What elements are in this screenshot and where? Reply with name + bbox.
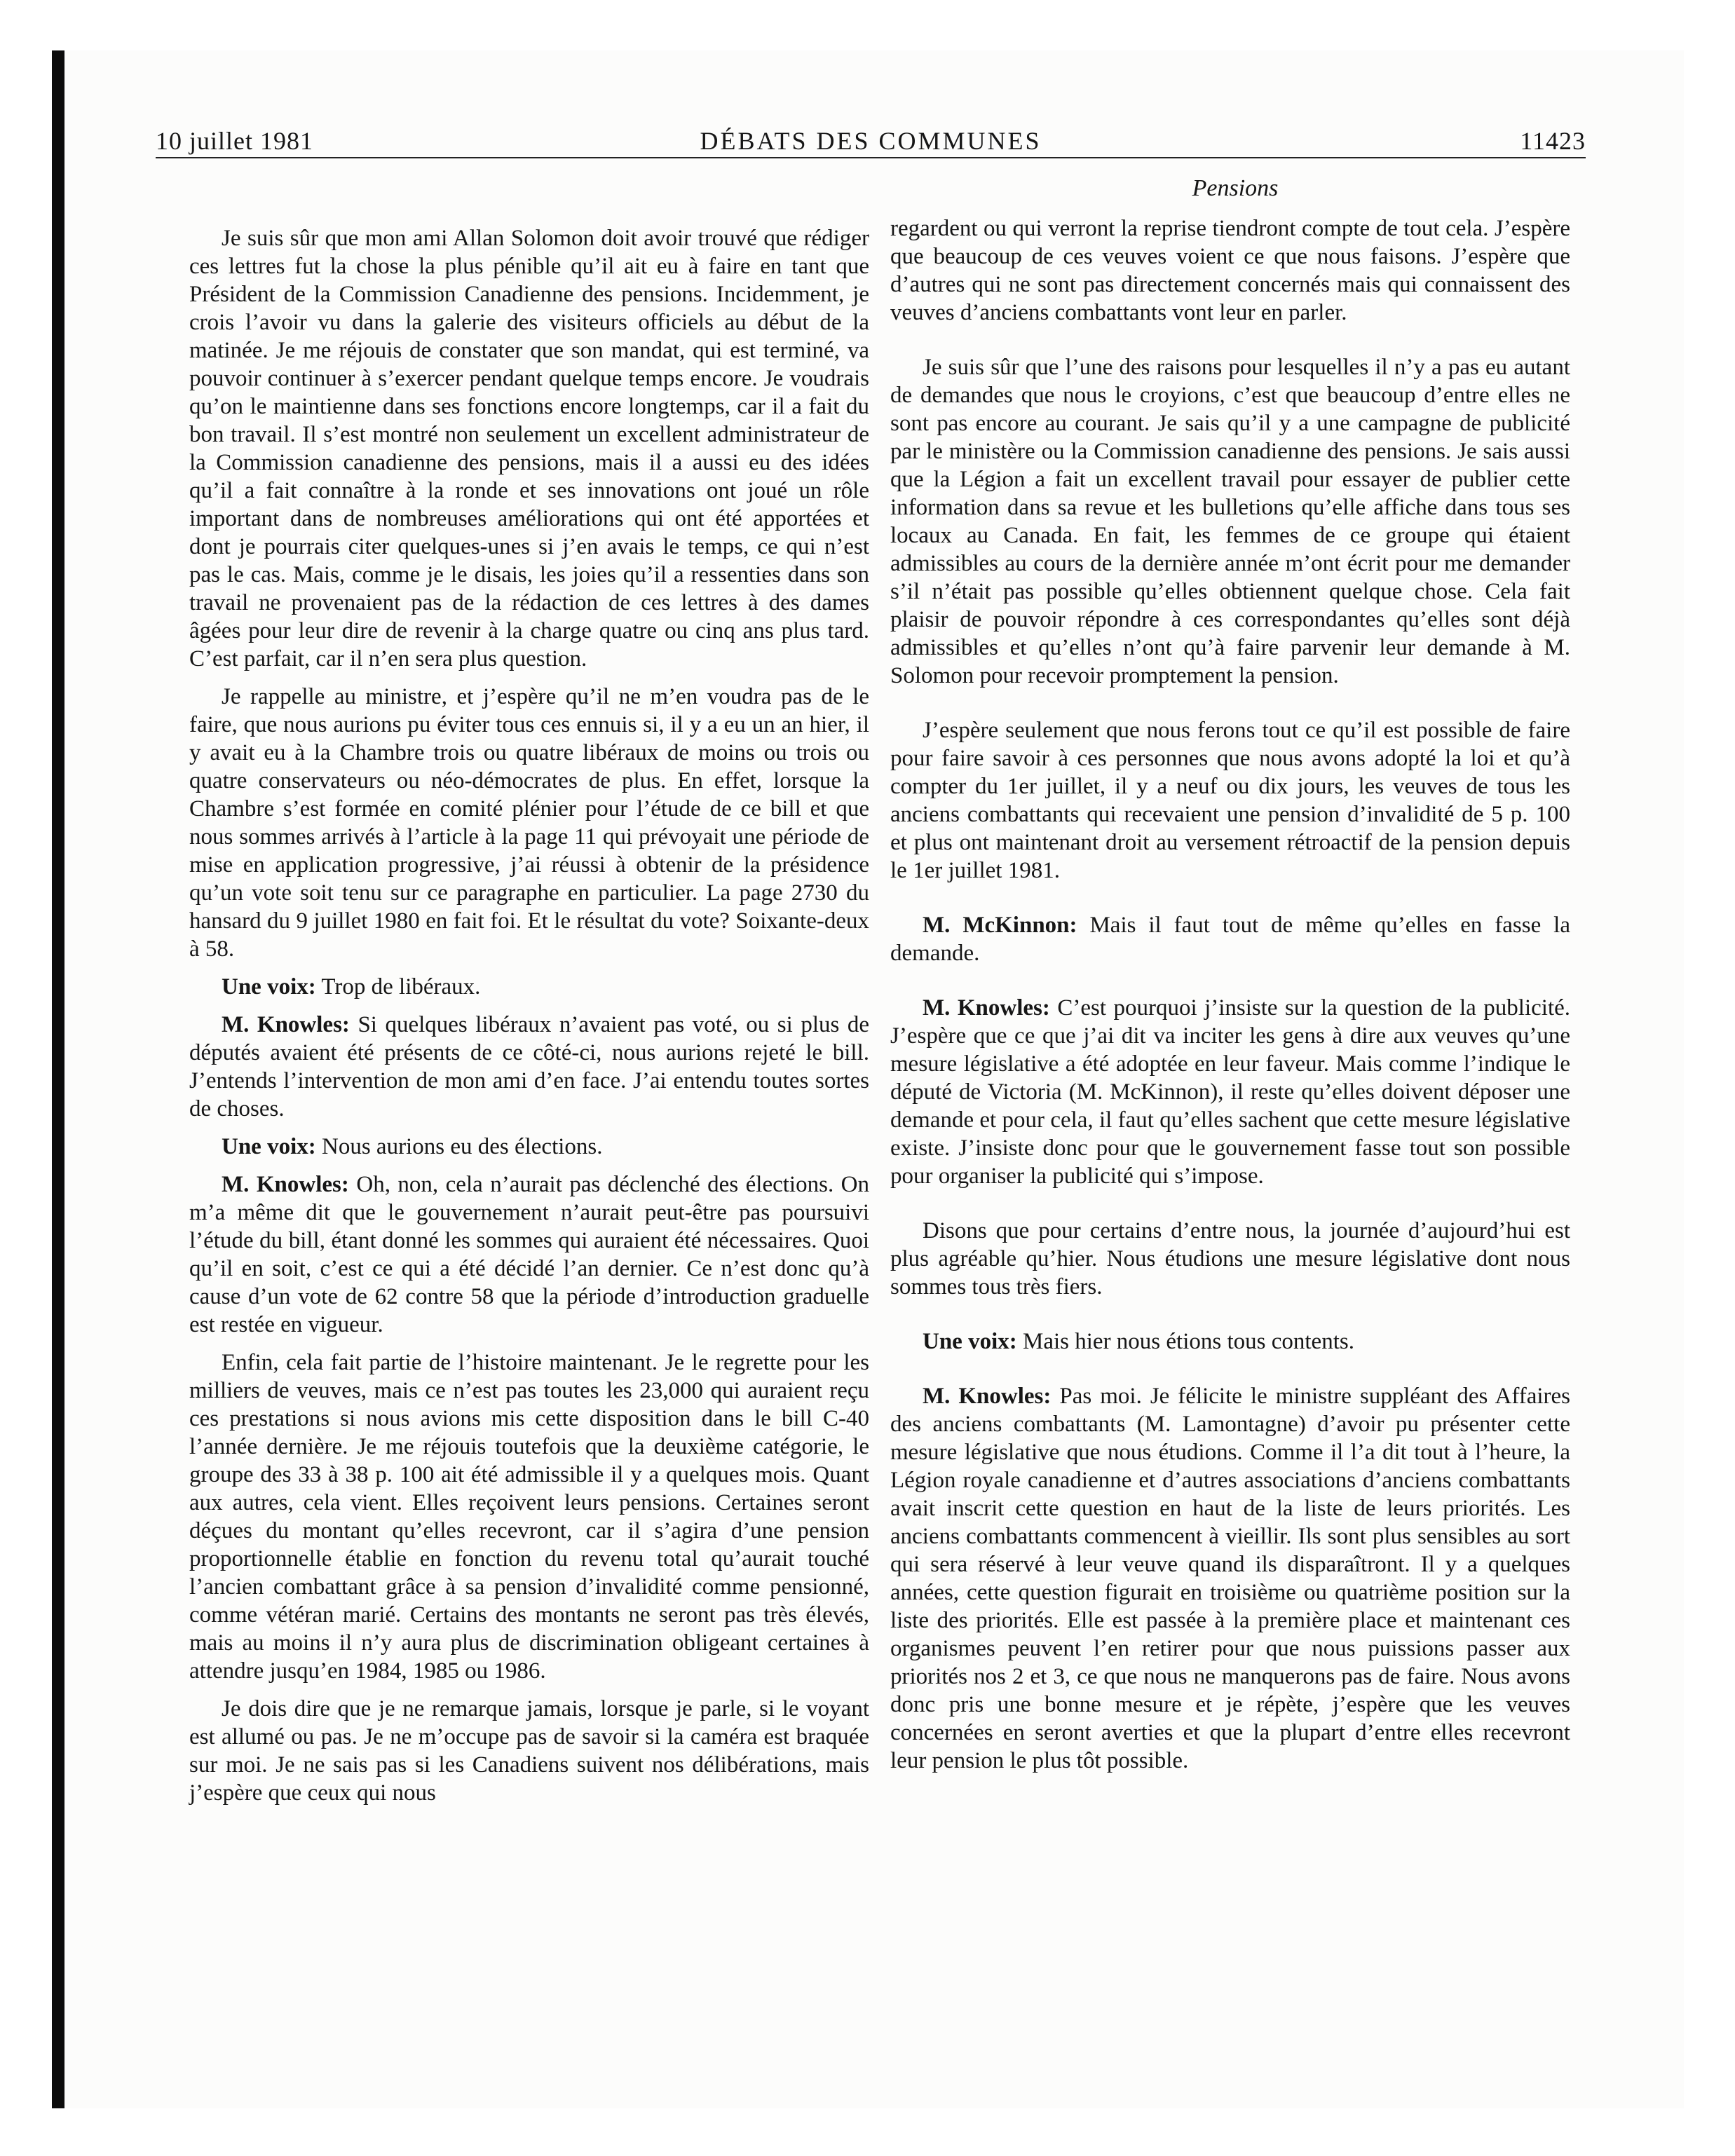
paragraph: J’espère seulement que nous ferons tout ce qu’il est possible de faire pour faire savoir à ces personnes que nous avons adopté la loi et qu’à compter du 1er juillet, il y a neuf ou dix jours, les veuves de tous les anciens combattants qui recevaient une pension d’invalidité de 5 p. 100 et plus ont maintenant droit au versement rétroactif de la pension depuis le 1er juillet 1981. [890, 718, 1570, 883]
paragraph: Une voix: Mais hier nous étions tous contents. [923, 1329, 1354, 1354]
scan-binding-edge [52, 50, 64, 2108]
speaker-name: M. Knowles: [923, 1384, 1052, 1409]
speaker-name: M. McKinnon: [923, 913, 1077, 938]
speaker-name: M. Knowles: [222, 1172, 349, 1197]
paragraph: M. Knowles: Oh, non, cela n’aurait pas déclenché des élections. On m’a même dit que le gouvernement n’aurait peut-être pas poursuivi l’étude du bill, étant donné les sommes qui auraient été nécessaires. Quoi qu’il en soit, c’est ce qui a été décidé l’an dernier. Ce n’est donc qu’à cause d’un vote de 62 contre 58 que la période d’introduction graduelle est restée en vigueur. [189, 1172, 870, 1337]
paragraph: Disons que pour certains d’entre nous, la journée d’aujourd’hui est plus agréable qu’hier. Nous étudions une mesure législative dont nous sommes tous très fiers. [890, 1218, 1570, 1299]
paragraph: M. McKinnon: Mais il faut tout de même qu’elles en fasse la demande. [890, 913, 1571, 966]
paragraph: M. Knowles: Si quelques libéraux n’avaient pas voté, ou si plus de députés avaient été présents de ce côté-ci, nous aurions rejeté le bill. J’entends l’intervention de mon ami d’en face. J’ai entendu toutes sortes de choses. [189, 1012, 870, 1121]
header-date: 10 juillet 1981 [156, 127, 313, 155]
paragraph: regardent ou qui verront la reprise tiendront compte de tout cela. J’espère que beaucoup de ces veuves voient ce que nous faisons. J’espère que d’autres qui ne sont pas directement concernés mais qui connaissent des veuves d’anciens combattants vont leur en parler. [890, 216, 1570, 325]
speaker-name: M. Knowles: [222, 1012, 350, 1037]
paragraph: Une voix: Trop de libéraux. [222, 974, 481, 999]
paragraph: Je suis sûr que mon ami Allan Solomon doit avoir trouvé que rédiger ces lettres fut la chose la plus pénible qu’il ait eu à faire en tant que Président de la Commission Canadienne des pensions. Incidemment, je crois l’avoir vu dans la galerie des visiteurs officiels au début de la matinée. Je me réjouis de constater que son mandat, qui est terminé, va pouvoir continuer à s’exercer pendant quelque temps encore. Je voudrais qu’on le maintienne dans ses fonctions encore longtemps, car il a fait du bon travail. Il s’est montré non seulement un excellent administrateur de la Commission canadienne des pensions, mais il a aussi eu des idées qu’il a fait connaître à la ronde et ses innovations ont joué un rôle important dans de nombreuses améliorations qui ont été apportées et dont je pourrais citer quelques-unes si j’en avais le temps, ce qui n’est pas le cas. Mais, comme je le disais, les joies qu’il a ressenties dans son travail ne provenaient pas de la rédaction de ces lettres à des dames âgées pour leur dire de revenir à la charge quatre ou cinq ans plus tard. C’est parfait, car il n’en sera plus question. [189, 226, 869, 671]
paragraph: Je dois dire que je ne remarque jamais, lorsque je parle, si le voyant est allumé ou pas. Je ne m’occupe pas de savoir si la caméra est braquée sur moi. Je ne sais pas si les Canadiens suivent nos délibérations, mais j’espère que ceux qui nous [189, 1696, 869, 1806]
paragraph: Une voix: Nous aurions eu des élections. [222, 1134, 603, 1159]
paragraph: Je suis sûr que l’une des raisons pour lesquelles il n’y a pas eu autant de demandes que nous le croyions, c’est que beaucoup d’entre elles ne sont pas encore au courant. Je sais qu’il y a une campagne de publicité par le ministère ou la Commission canadienne des pensions. Je sais aussi que la Légion a fait un excellent travail pour essayer de publier cette information dans sa revue et les bulletions qu’elle affiche dans tous ses locaux au Canada. En fait, les femmes de ce groupe qui étaient admissibles au cours de la dernière année m’ont écrit pour me demander s’il n’était pas possible qu’elles obtiennent quelque chose. Cela fait plaisir de pouvoir répondre à ces correspondantes qu’elles sont déjà admissibles et qu’elles n’ont qu’à faire parvenir leur demande à M. Solomon pour recevoir promptement la pension. [890, 355, 1570, 688]
paragraph: M. Knowles: Pas moi. Je félicite le ministre suppléant des Affaires des anciens combattants (M. Lamontagne) d’avoir pu présenter cette mesure législative que nous étudions. Comme il l’a dit tout à l’heure, la Légion royale canadienne et d’autres associations d’anciens combattants avait inscrit cette question en haut de la liste de leurs priorités. Les anciens combattants commencent à vieillir. Ils sont plus sensibles au sort qui sera réservé à leur veuve quand ils disparaîtront. Il y a quelques années, cette question figurait en troisième ou quatrième position sur la liste des priorités. Elle est passée à la première place et maintenant ces organismes peuvent l’en retirer pour que nous puissions passer aux priorités nos 2 et 3, ce que nous ne manquerons pas de faire. Nous avons donc pris une bonne mesure et je répète, j’espère que les veuves concernées en seront averties et que la plupart d’entre elles recevront leur pension le plus tôt possible. [890, 1384, 1571, 1773]
running-header [156, 121, 1586, 161]
header-rule [156, 157, 1586, 158]
paragraph: M. Knowles: C’est pourquoi j’insiste sur la question de la publicité. J’espère que ce que j’ai dit va inciter les gens à dire aux veuves qu’une mesure législative a été adoptée en leur faveur. Mais comme l’indique le député de Victoria (M. McKinnon), il reste qu’elles doivent déposer une demande et pour cela, il faut qu’elles sachent que cette mesure législative existe. J’insiste donc pour que le gouvernement fasse tout son possible pour organiser la publicité qui s’impose. [890, 995, 1571, 1189]
speaker-name: Une voix: [923, 1329, 1017, 1354]
page-number: 11423 [1520, 127, 1586, 155]
paragraph: Je rappelle au ministre, et j’espère qu’il ne m’en voudra pas de le faire, que nous aurions pu éviter tous ces ennuis si, il y a eu un an hier, il y avait eu à la Chambre trois ou quatre libéraux de moins ou trois ou quatre conservateurs ou néo-démocrates de plus. En effet, lorsque la Chambre s’est formée en comité plénier pour l’étude de ce bill et que nous sommes arrivés à l’article à la page 11 qui prévoyait une période de mise en application progressive, j’ai réussi à obtenir de la présidence qu’un vote soit tenu sur ce paragraphe en particulier. La page 2730 du hansard du 9 juillet 1980 en fait foi. Et le résultat du vote? Soixante-deux à 58. [189, 684, 869, 962]
header-title: DÉBATS DES COMMUNES [700, 127, 1042, 155]
speaker-name: M. Knowles: [923, 995, 1050, 1021]
paragraph: Enfin, cela fait partie de l’histoire maintenant. Je le regrette pour les milliers de veuves, mais ce n’est pas toutes les 23,000 qui auraient reçu ces prestations si nous avions mis cette disposition dans le bill C-40 l’année dernière. Je me réjouis toutefois que la deuxième catégorie, le groupe des 33 à 38 p. 100 ait été admissible il y a quelques mois. Quant aux autres, cela vient. Elles reçoivent leurs pensions. Certaines seront déçues du montant qu’elles recevront, car il s’agira d’une pension proportionnelle établie en fonction du revenu total qu’aurait touché l’ancien combattant grâce à sa pension d’invalidité comme pensionné, comme vétéran marié. Certains des montants ne seront pas très élevés, mais au moins il n’y aura plus de discrimination obligeant certaines à attendre jusqu’en 1984, 1985 ou 1986. [189, 1350, 869, 1684]
left-column [189, 214, 869, 1807]
speaker-name: Une voix: [222, 974, 316, 999]
speaker-name: Une voix: [222, 1134, 316, 1159]
right-column [890, 214, 1570, 1775]
section-title: Pensions [1192, 175, 1279, 201]
